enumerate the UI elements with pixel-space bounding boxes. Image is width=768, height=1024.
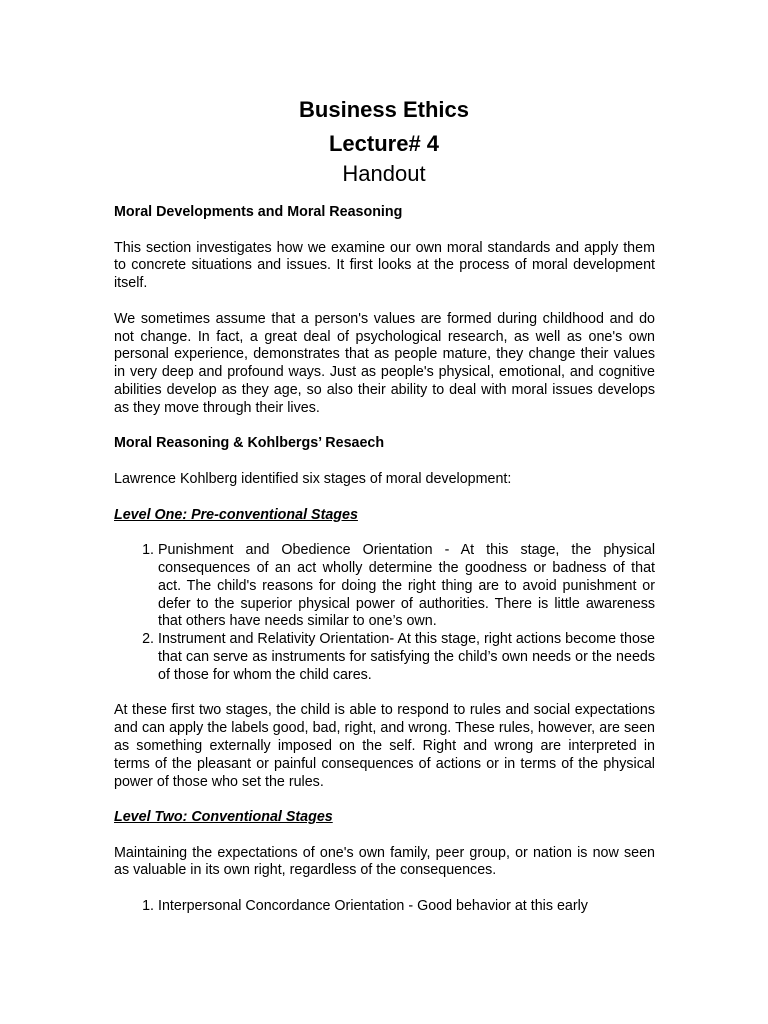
level-two-list xyxy=(114,898,655,916)
kohlberg-intro-paragraph: Lawrence Kohlberg identified six stages of moral development: xyxy=(114,470,512,487)
section-heading-kohlberg: Moral Reasoning & Kohlbergs’ Resaech xyxy=(114,435,385,452)
list-item: 1. Interpersonal Concordance Orientation - Good behavior at this early xyxy=(158,898,655,916)
list-item: 1. Punishment and Obedience Orientation - At this stage, the physical consequences of an act wholly determine the goodness or badness of that act. The child's reasons for doing the right thing are to avoid punishment or defer to the superior physical power of authorities. There is little awareness that others have needs similar to one’s own. xyxy=(158,542,655,631)
document-subtitle: Handout xyxy=(342,161,426,186)
level-one-heading: Level One: Pre-conventional Stages xyxy=(114,506,358,523)
level-one-summary-paragraph: At these first two stages, the child is able to respond to rules and social expectations and can apply the labels good, bad, right, and wrong. These rules, however, are seen as something externally imposed on the self. Right and wrong are interpreted in terms of the pleasant or painful consequences of actions or in terms of the physical power of those who set the rules. xyxy=(114,702,655,790)
list-item: 2. Instrument and Relativity Orientation- At this stage, right actions become those that can serve as instruments for satisfying the child’s own needs or the needs of those for whom the child cares. xyxy=(158,631,655,684)
document-title: Business Ethics xyxy=(299,97,469,122)
section-heading-moral-development: Moral Developments and Moral Reasoning xyxy=(114,204,403,220)
level-two-intro-paragraph: Maintaining the expectations of one's own family, peer group, or nation is now seen as valuable in its own right, regardless of the consequences. xyxy=(114,844,655,879)
level-two-heading: Level Two: Conventional Stages xyxy=(114,809,333,826)
level-one-list xyxy=(114,542,655,684)
values-paragraph: We sometimes assume that a person's values are formed during childhood and do not change. In fact, a great deal of psychological research, as well as one's own personal experience, demonstrates that as people mature, they change their values in very deep and profound ways. Just as people's physical, emotional, and cognitive abilities develop as they age, so also their ability to deal with moral issues develops as they move through their lives. xyxy=(114,310,655,416)
document-body xyxy=(114,204,655,916)
intro-paragraph: This section investigates how we examine our own moral standards and apply them to concrete situations and issues. It first looks at the process of moral development itself. xyxy=(114,239,655,292)
lecture-number: Lecture# 4 xyxy=(328,131,440,156)
